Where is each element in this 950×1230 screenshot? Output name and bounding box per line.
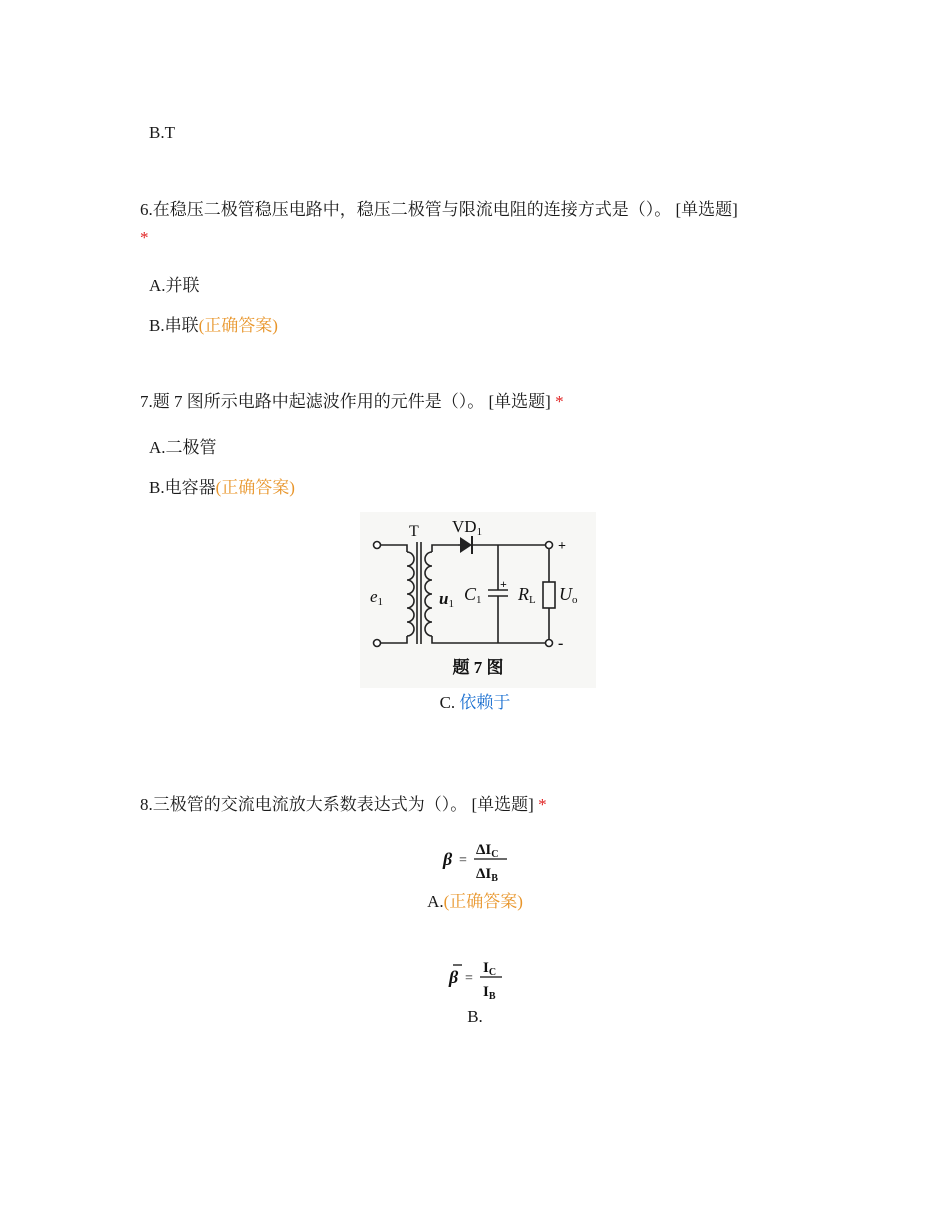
required-star: * — [555, 392, 564, 411]
option-c-link[interactable]: 依赖于 — [459, 693, 511, 712]
svg-text:β: β — [443, 849, 453, 869]
question-7-title — [140, 388, 840, 416]
label-rl: RL — [518, 584, 536, 606]
question-6-text: 6.在稳压二极管稳压电路中，稳压二极管与限流电阻的连接方式是（）。 [单选题] — [140, 200, 738, 219]
question-7-text: 7.题 7 图所示电路中起滤波作用的元件是（）。 [单选题] — [140, 392, 551, 411]
label-vd: VD1 — [452, 517, 483, 538]
prev-option-b[interactable]: B.T — [149, 123, 175, 142]
label-plus: + — [558, 539, 566, 554]
question-7-option-c[interactable]: C. 依赖于 — [439, 693, 511, 712]
figure-caption: 题 7 图 — [452, 658, 504, 677]
question-7-option-b[interactable]: B.电容器(正确答案) — [149, 478, 295, 497]
circuit-figure — [360, 512, 596, 688]
question-8-option-b[interactable]: B. — [467, 1007, 483, 1026]
svg-text:ΔIC: $\Delta I_C$ — [476, 842, 499, 860]
correct-answer-mark: (正确答案) — [443, 892, 523, 911]
label-cap-plus: + — [500, 577, 507, 591]
svg-text:IB: $I_B$ — [483, 984, 496, 1002]
required-star: * — [538, 795, 547, 814]
formula-b-image — [447, 953, 507, 1007]
question-6-title — [140, 196, 820, 252]
question-8-title — [140, 791, 840, 819]
label-u1: u1 — [439, 589, 454, 610]
label-e1: e1 — [370, 587, 384, 608]
label-minus: - — [558, 635, 564, 652]
svg-text:β: β — [449, 967, 459, 987]
svg-text:IC: $I_C$ — [483, 960, 497, 978]
required-star: * — [140, 228, 149, 247]
question-6-option-a[interactable]: A.并联 — [149, 276, 200, 295]
question-7-option-a[interactable]: A.二极管 — [149, 438, 217, 457]
correct-answer-mark: (正确答案) — [215, 478, 295, 497]
correct-answer-mark: (正确答案) — [198, 316, 278, 335]
svg-text:ΔIB: $\Delta I_B$ — [476, 866, 498, 884]
label-t: T — [409, 523, 419, 540]
label-c1: C1 — [464, 584, 482, 606]
svg-text:=: = — [465, 971, 473, 986]
label-uo: Uo — [559, 584, 578, 606]
formula-a-image — [441, 836, 511, 888]
question-8-text: 8.三极管的交流电流放大系数表达式为（）。 [单选题] — [140, 795, 534, 814]
question-8-option-a[interactable]: A.(正确答案) — [427, 892, 523, 911]
svg-text:=: = — [459, 853, 467, 868]
question-6-option-b[interactable]: B.串联(正确答案) — [149, 316, 278, 335]
